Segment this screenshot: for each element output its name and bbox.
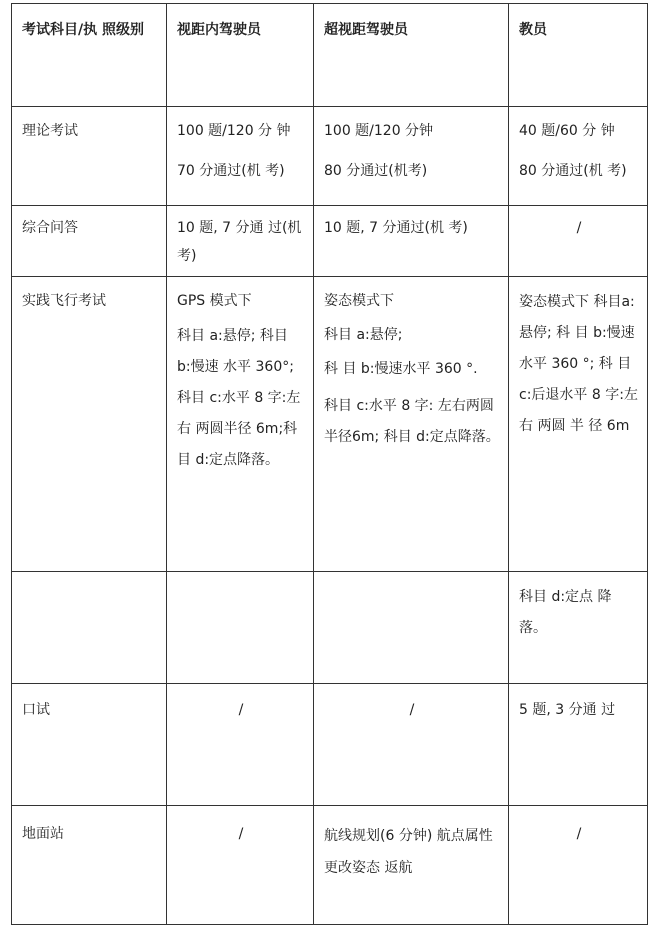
oral-row [12, 684, 648, 806]
header-bvlos-pilot: 超视距驾驶员 [314, 4, 509, 107]
flight-vlos-mode: GPS 模式下 [177, 293, 252, 309]
theory-instructor-line1: 40 题/60 分 钟 [519, 123, 615, 139]
ground-label: 地面站 [12, 806, 167, 925]
flight-bvlos-item-cd: 科目 c:水平 8 字: 左右两圆半径6m; 科目 d:定点降落。 [324, 398, 500, 445]
oral-vlos: / [167, 684, 314, 806]
qa-bvlos: 10 题, 7 分通过(机 考) [314, 206, 509, 277]
flight-instructor-items: 姿态模式下 科目a:悬停; 科 目 b:慢速 水平 360 °; 科 目 c:后退水平 8 字:左 右 两圆 半 径 6m [519, 294, 638, 434]
ground-instructor: / [509, 806, 648, 925]
flight-cont-instructor: 科目 d:定点 降落。 [509, 572, 648, 684]
flight-bvlos-item-b: 科 目 b:慢速水平 360 °. [324, 361, 478, 377]
qa-label: 综合问答 [12, 206, 167, 277]
flight-cont-row [12, 572, 648, 684]
oral-instructor: 5 题, 3 分通 过 [509, 684, 648, 806]
theory-vlos-line2: 70 分通过(机 考) [177, 163, 285, 179]
flight-label: 实践飞行考试 [12, 277, 167, 572]
qa-instructor: / [509, 206, 648, 277]
flight-cont-vlos [167, 572, 314, 684]
header-row [12, 4, 648, 107]
flight-instructor [509, 277, 648, 572]
flight-vlos [167, 277, 314, 572]
flight-cont-label [12, 572, 167, 684]
flight-row [12, 277, 648, 572]
header-vlos-pilot: 视距内驾驶员 [167, 4, 314, 107]
theory-vlos [167, 107, 314, 206]
flight-bvlos-item-a: 科目 a:悬停; [324, 327, 403, 343]
theory-label: 理论考试 [12, 107, 167, 206]
qa-row [12, 206, 648, 277]
license-exam-table [11, 3, 648, 925]
oral-label: 口试 [12, 684, 167, 806]
ground-row [12, 806, 648, 925]
theory-instructor-line2: 80 分通过(机 考) [519, 163, 627, 179]
theory-vlos-line1: 100 题/120 分 钟 [177, 123, 291, 139]
flight-cont-bvlos [314, 572, 509, 684]
ground-bvlos: 航线规划(6 分钟) 航点属性更改姿态 返航 [314, 806, 509, 925]
header-exam-subject: 考试科目/执 照级别 [12, 4, 167, 107]
theory-bvlos [314, 107, 509, 206]
oral-bvlos: / [314, 684, 509, 806]
flight-vlos-items: 科目 a:悬停; 科目 b:慢速 水平 360°; 科目 c:水平 8 字:左右 两圆半径 6m;科目 d:定点降落。 [177, 328, 301, 468]
ground-vlos: / [167, 806, 314, 925]
theory-row [12, 107, 648, 206]
flight-bvlos-mode: 姿态模式下 [324, 293, 394, 309]
flight-bvlos [314, 277, 509, 572]
exam-requirements-table [11, 3, 648, 925]
theory-bvlos-line1: 100 题/120 分钟 [324, 123, 434, 139]
qa-vlos: 10 题, 7 分通 过(机考) [167, 206, 314, 277]
theory-instructor [509, 107, 648, 206]
theory-bvlos-line2: 80 分通过(机考) [324, 163, 428, 179]
header-instructor: 教员 [509, 4, 648, 107]
